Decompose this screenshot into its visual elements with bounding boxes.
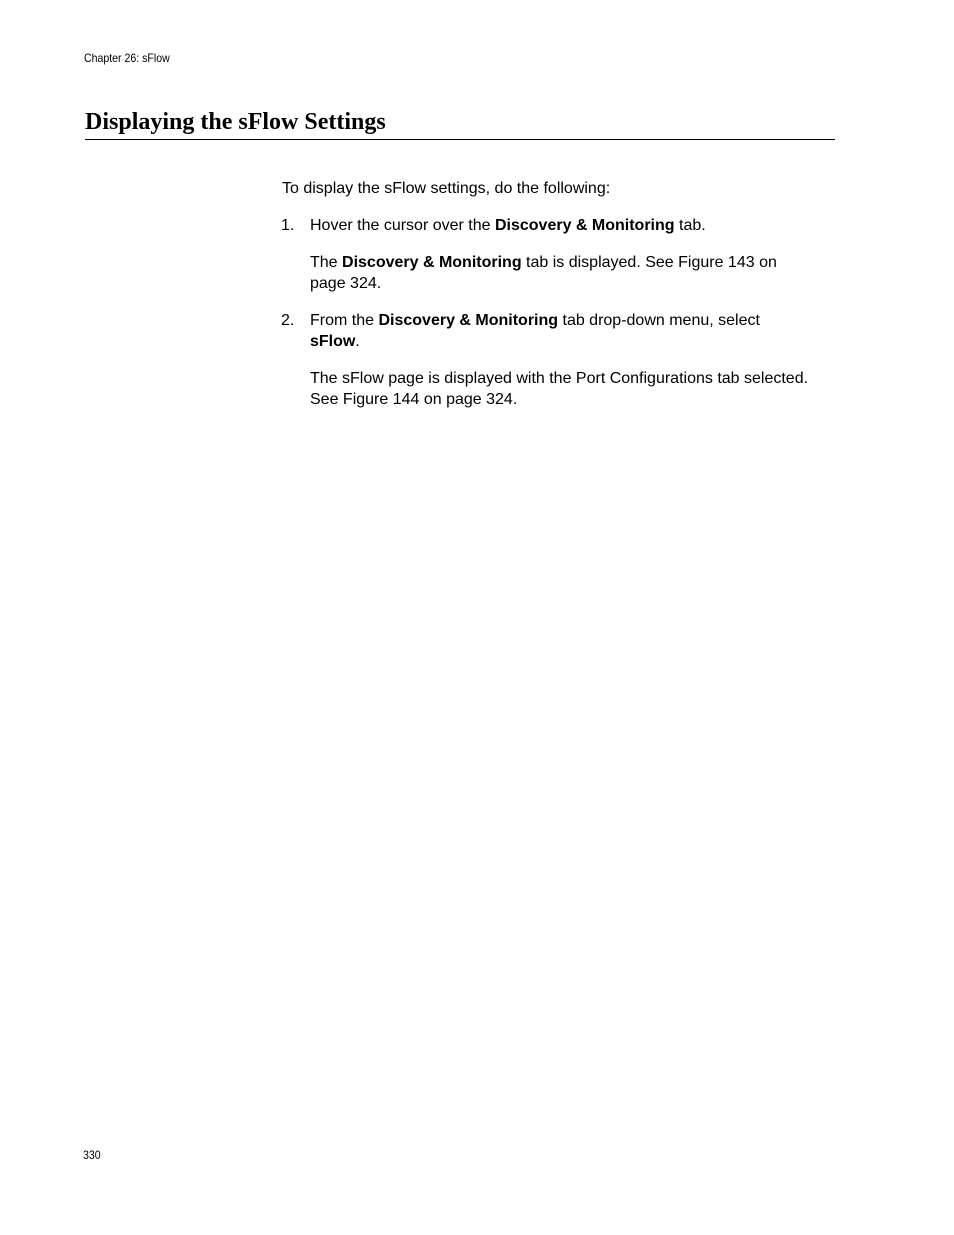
step-1-number: 1.: [281, 217, 295, 234]
step-1-result: [310, 253, 850, 294]
step-2-instruction: [310, 311, 850, 352]
step-2-result-line1: The sFlow page is displayed with the Port Configurations tab selected.: [310, 370, 809, 387]
step-1-tab-name: Discovery & Monitoring: [494, 217, 675, 234]
step-1-result-post: tab is displayed. See Figure 143 on: [521, 254, 777, 271]
step-2-text-pre: From the: [310, 312, 379, 329]
intro-paragraph: To display the sFlow settings, do the following:: [282, 180, 611, 197]
title-rule: [85, 139, 835, 140]
step-1-result-tab-name: Discovery & Monitoring: [342, 254, 522, 271]
step-2-result-line2: See Figure 144 on page 324.: [310, 390, 518, 408]
step-2-text-end: .: [355, 332, 360, 350]
step-1-result-pre: The: [310, 254, 343, 271]
step-2-text-post: tab drop-down menu, select: [558, 312, 760, 329]
step-1-text-post: tab.: [674, 217, 706, 234]
step-2-result: [310, 369, 870, 410]
running-header: Chapter 26: sFlow: [84, 51, 170, 65]
step-2-tab-name: Discovery & Monitoring: [378, 312, 559, 329]
step-1-result-line2: page 324.: [310, 274, 382, 292]
step-2-menu-item: sFlow: [310, 332, 356, 350]
step-1-instruction: [310, 216, 850, 237]
section-title: Displaying the sFlow Settings: [85, 109, 386, 135]
step-2-number: 2.: [281, 312, 295, 329]
page-number: 330: [83, 1148, 101, 1162]
step-1-text-pre: Hover the cursor over the: [310, 217, 495, 234]
